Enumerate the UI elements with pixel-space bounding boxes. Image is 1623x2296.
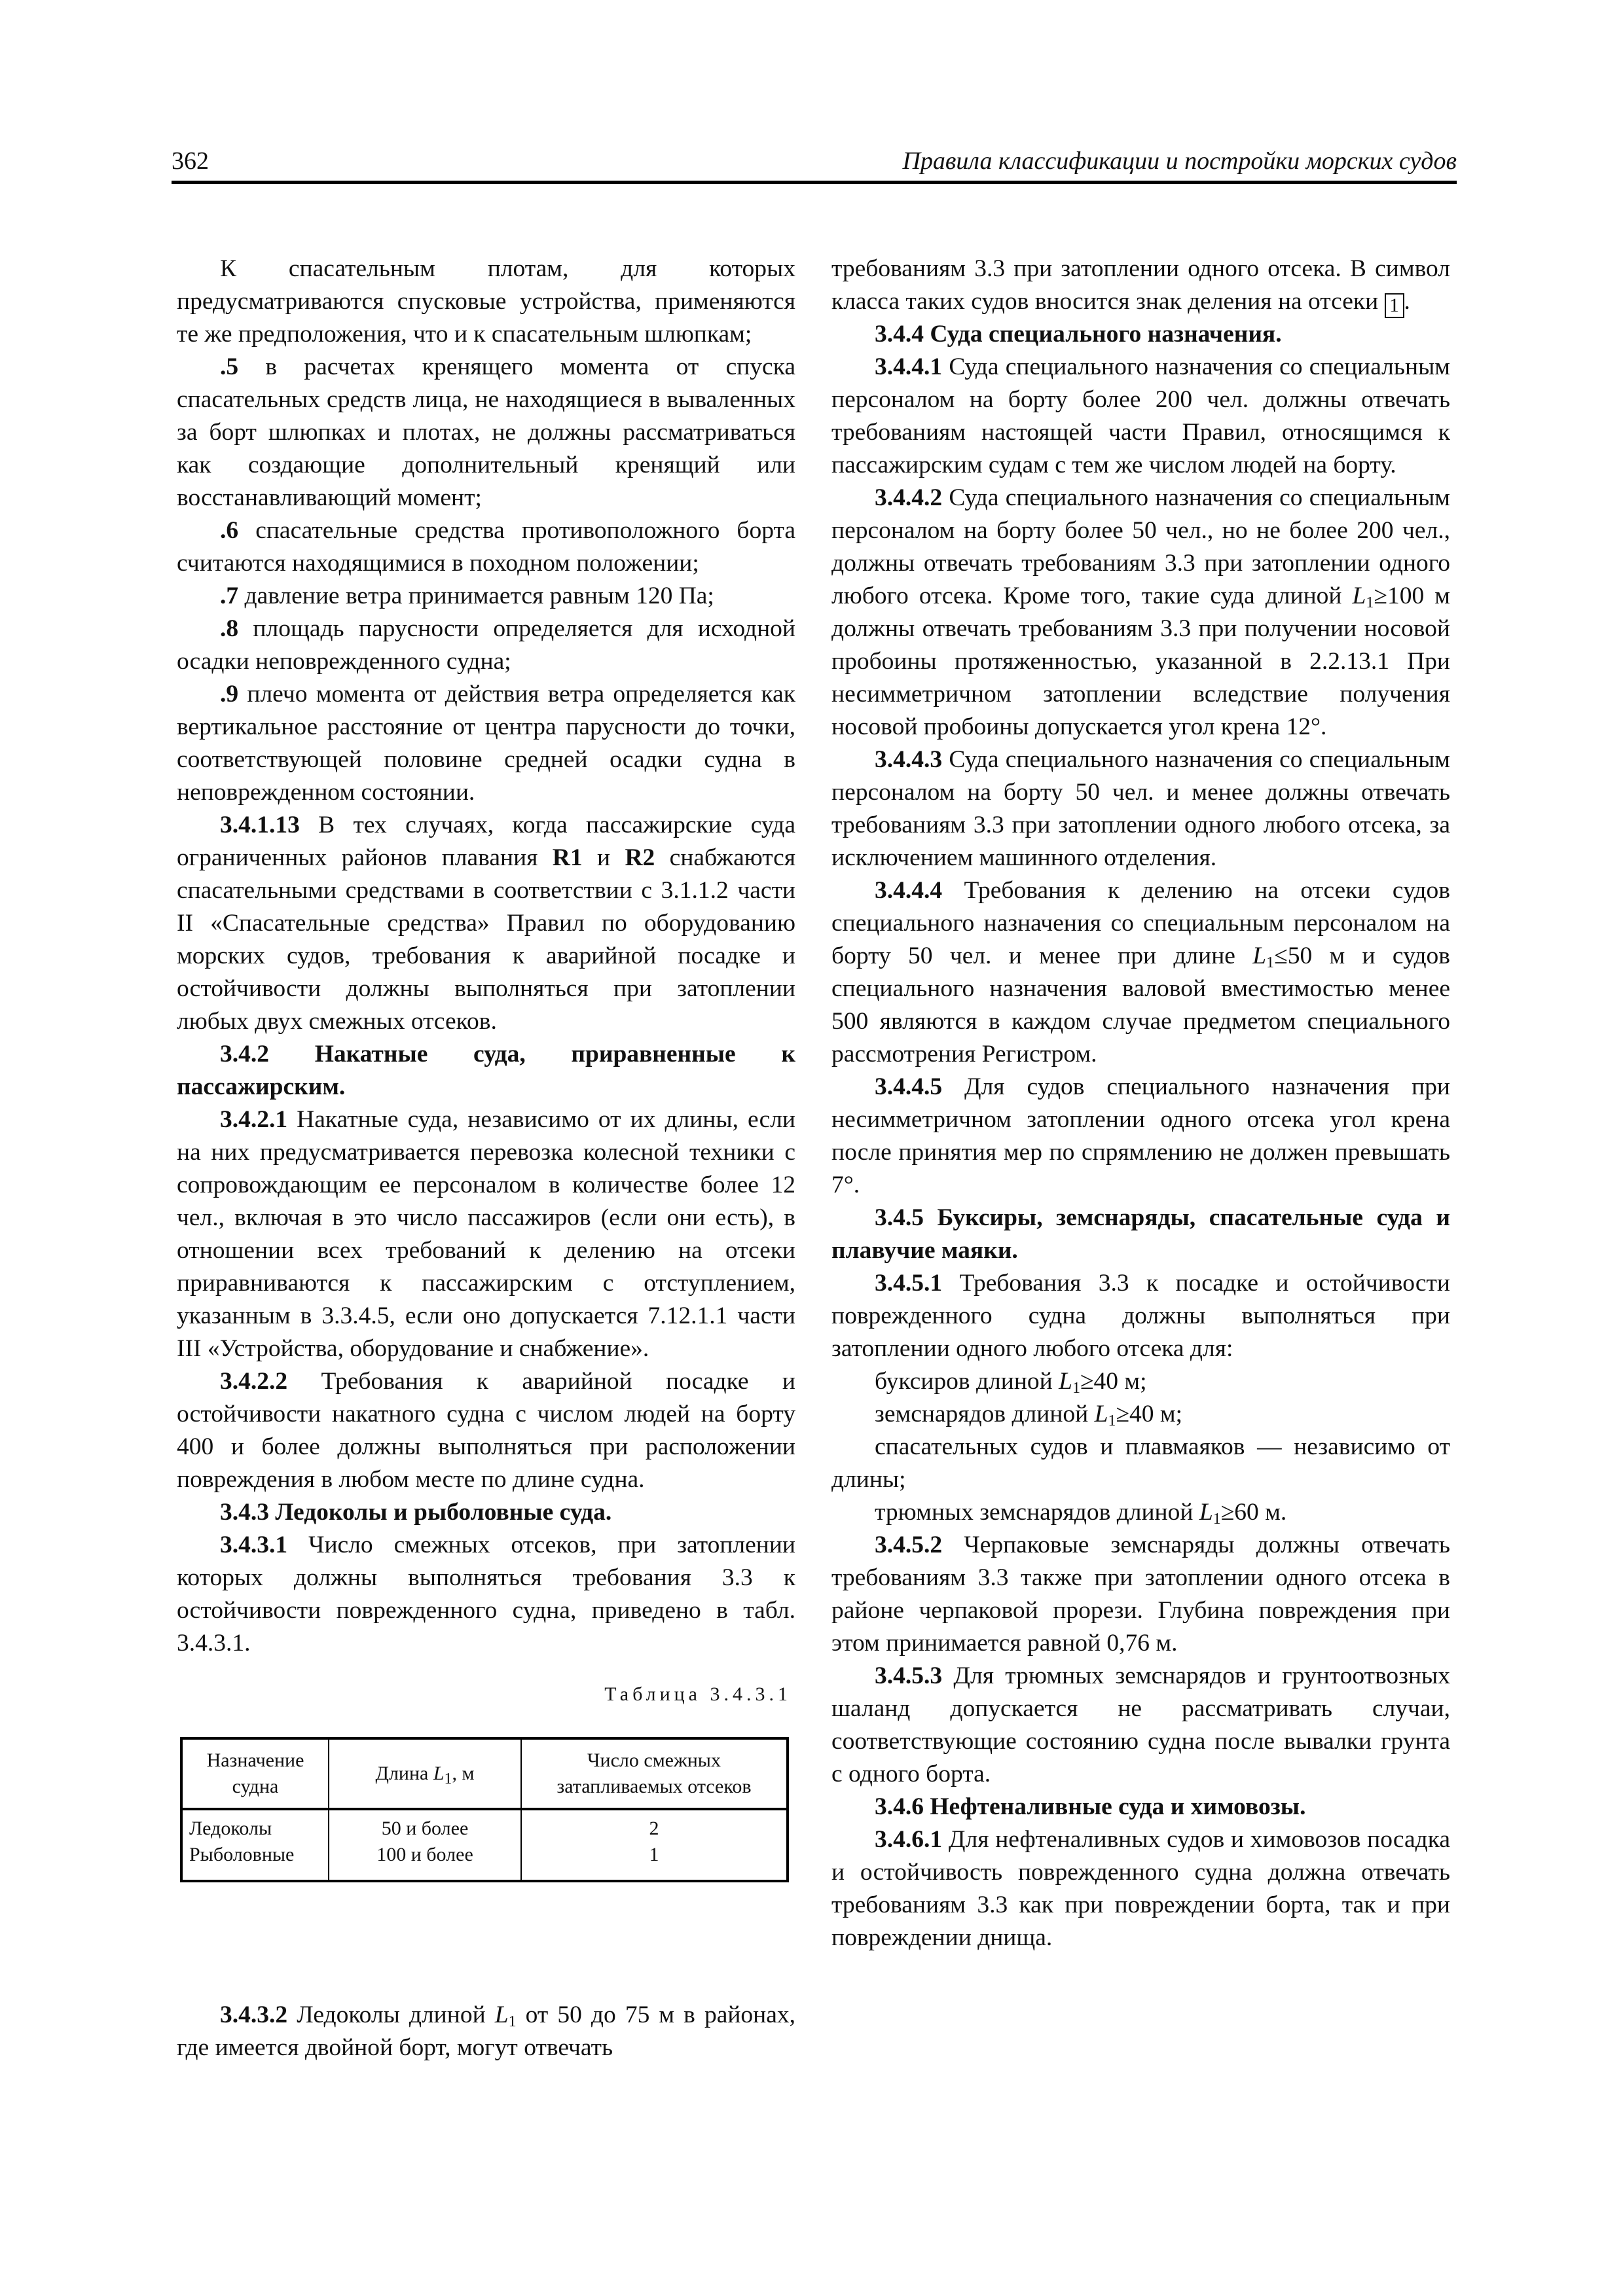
list-item: спасательных судов и плавмаяков — независимо от длины; — [831, 1433, 1450, 1493]
list-item: буксиров длиной $L_1\ge 40$ м; — [875, 1368, 1147, 1397]
paragraph: 3.4.3.1 Число смежных отсеков, при затоплении которых должны выполняться требования 3.3 к остойчивости поврежденного судна, приведено в табл. 3.4.3.1. — [177, 1532, 795, 1657]
paragraph: .5 в расчетах кренящего момента от спуска спасательных средств лица, не находящиеся в вываленных за борт шлюпках и плотах, не должны рассматриваться как создающие дополнительный кренящий или восстанавливающий момент; — [177, 353, 795, 511]
paragraph: 3.4.5.3 Для трюмных земснарядов и грунтоотвозных шаланд допускается не рассматривать случаи, соответствующие состоянию судна после вывалки грунта с одного борта. — [831, 1662, 1450, 1787]
clause-number: 3.4.4.1 — [875, 353, 943, 380]
paragraph: 3.4.4.2 Суда специального назначения со специальным персоналом на борту более 50 чел., но не более 200 чел., должны отвечать требованиям 3.3 при затоплении одного любого отсека. Кроме того, такие суда длиной $L_1\ge 100$ м должны отвечать требованиям 3.3 при получении носовой пробоины протяженностью, указанной в 2.2.13.1 При несимметричном затоплении вследствие получения носовой пробоины допускается угол крена 12°. — [831, 484, 1451, 740]
table-header: Назначение судна — [181, 1738, 329, 1809]
paragraph: .8 площадь парусности определяется для исходной осадки неповрежденного судна; — [177, 615, 795, 675]
list-item: трюмных земснарядов длиной $L_1\ge 60$ м. — [875, 1499, 1287, 1528]
paragraph: 3.4.6.1 Для нефтеналивных судов и химовозов посадка и остойчивость поврежденного судна должна отвечать требованиям 3.3 как при повреждении борта, так и при повреждении днища. — [831, 1826, 1450, 1951]
paragraph: 3.4.5.1 Требования 3.3 к посадке и остойчивости поврежденного судна должны выполняться при затоплении одного любого отсека для: — [831, 1270, 1450, 1362]
paragraph: 3.4.1.13 В тех случаях, когда пассажирские суда ограниченных районов плавания R1 и R2 снабжаются спасательными средствами в соответствии с 3.1.1.2 части II «Спасательные средства» Правил по оборудованию морских судов, требования к аварийной посадке и остойчивости должны выполняться при затоплении любых двух смежных отсеков. — [177, 812, 795, 1035]
paragraph: 3.4.4.1 Суда специального назначения со специальным персоналом на борту более 200 чел. должны отвечать требованиям настоящей части Правил, относящимся к пассажирским судам с тем же числом людей на борту. — [831, 353, 1450, 478]
item-number: .9 — [220, 681, 239, 708]
item-number: .6 — [220, 517, 239, 544]
clause-number: 3.4.5.1 — [875, 1270, 943, 1297]
paragraph: 3.4.5.2 Черпаковые земснаряды должны отвечать требованиям 3.3 также при затоплении одного отсека в районе черпаковой прорези. Глубина повреждения при этом принимается равной 0,76 м. — [831, 1532, 1450, 1657]
clause-number: 3.4.4.2 — [875, 484, 943, 511]
paragraph: 3.4.3.2 Ледоколы длиной $L_1$ от 50 до 75 м в районах, где имеется двойной борт, могут отвечать — [177, 2001, 795, 2061]
clause-number: 3.4.4.4 — [875, 877, 943, 904]
paragraph: .7 давление ветра принимается равным 120 Па; — [220, 583, 714, 609]
right-column — [831, 253, 1450, 1954]
list-item: земснарядов длиной $L_1\ge 40$ м; — [875, 1401, 1183, 1429]
clause-number: 3.4.3.1 — [220, 1532, 288, 1558]
paragraph: 3.4.4.4 Требования к делению на отсеки судов специального назначения со специальным персоналом на борту 50 чел. и менее при длине $L_1\le 50$ м и судов специального назначения валовой вместимостью менее 500 являются в каждом случае предметом специального рассмотрения Регистром. — [831, 877, 1450, 1067]
clause-number: 3.4.4.3 — [875, 746, 943, 773]
table-header: Длина $L_1$, м — [329, 1738, 521, 1809]
section-heading: 3.4.6 Нефтеналивные суда и химовозы. — [875, 1793, 1306, 1820]
table-cell: Ледоколы Рыболовные — [181, 1809, 329, 1881]
clause-number: 3.4.1.13 — [220, 812, 300, 838]
table-row — [181, 1809, 788, 1881]
paragraph: .9 плечо момента от действия ветра определяется как вертикальное расстояние от центра парусности до точки, соответствующей половине средней осадки судна в неповрежденном состоянии. — [177, 681, 795, 806]
left-column — [177, 253, 795, 2064]
section-heading: 3.4.4 Суда специального назначения. — [875, 321, 1282, 348]
paragraph: 3.4.2.2 Требования к аварийной посадке и остойчивости накатного судна с числом людей на борту 400 и более должны выполняться при расположении повреждения в любом месте по длине судна. — [177, 1368, 795, 1493]
clause-number: 3.4.4.5 — [875, 1073, 943, 1100]
table-header-row — [181, 1738, 788, 1809]
table-header: Число смежных затапливаемых отсеков — [521, 1738, 788, 1809]
paragraph: 3.4.2.1 Накатные суда, независимо от их длины, если на них предусматривается перевозка колесной техники с сопровождающим ее персоналом в количестве более 12 чел., включая в это число пассажиров (если они есть), в отношении всех требований к делению на отсеки приравниваются к пассажирским с отступлением, указанным в 3.3.4.5, если оно допускается 7.12.1.1 части III «Устройства, оборудование и снабжение». — [177, 1106, 795, 1362]
paragraph: требованиям 3.3 при затоплении одного отсека. В символ класса таких судов вносится знак деления на отсеки 1 . — [831, 253, 1450, 318]
clause-number: 3.4.2.1 — [220, 1106, 288, 1133]
page-number: 362 — [172, 147, 209, 175]
data-table — [180, 1737, 789, 1882]
running-header — [172, 143, 1457, 184]
running-title: Правила классификации и постройки морских судов — [902, 147, 1457, 175]
paragraph: 3.4.4.5 Для судов специального назначения при несимметричном затоплении одного отсека угол крена после принятия мер по спрямлению не должен превышать 7°. — [831, 1073, 1450, 1198]
table-cell: 50 и более 100 и более — [329, 1809, 521, 1881]
table-caption: Таблица 3.4.3.1 — [604, 1683, 792, 1705]
item-number: .8 — [220, 615, 239, 642]
table-cell: 2 1 — [521, 1809, 788, 1881]
section-heading: 3.4.5 Буксиры, земснаряды, спасательные суда и плавучие маяки. — [831, 1204, 1450, 1264]
compartment-mark: 1 — [1385, 293, 1404, 318]
paragraph: 3.4.4.3 Суда специального назначения со специальным персоналом на борту 50 чел. и менее должны отвечать требованиям 3.3 при затоплении одного любого отсека, за исключением машинного отделения. — [831, 746, 1450, 871]
clause-number: 3.4.2.2 — [220, 1368, 288, 1395]
clause-number: 3.4.3.2 — [220, 2001, 288, 2028]
section-heading: 3.4.3 Ледоколы и рыболовные суда. — [220, 1499, 612, 1526]
clause-number: 3.4.5.2 — [875, 1532, 943, 1558]
paragraph: .6 спасательные средства противоположного борта считаются находящимися в походном положении; — [177, 517, 795, 577]
clause-number: 3.4.6.1 — [875, 1826, 943, 1853]
item-number: .5 — [220, 353, 239, 380]
paragraph: К спасательным плотам, для которых предусматриваются спусковые устройства, применяются те же предположения, что и к спасательным шлюпкам; — [177, 255, 795, 348]
item-number: .7 — [220, 583, 239, 609]
clause-number: 3.4.5.3 — [875, 1662, 943, 1689]
section-heading: 3.4.2 Накатные суда, приравненные к пассажирским. — [177, 1041, 795, 1100]
